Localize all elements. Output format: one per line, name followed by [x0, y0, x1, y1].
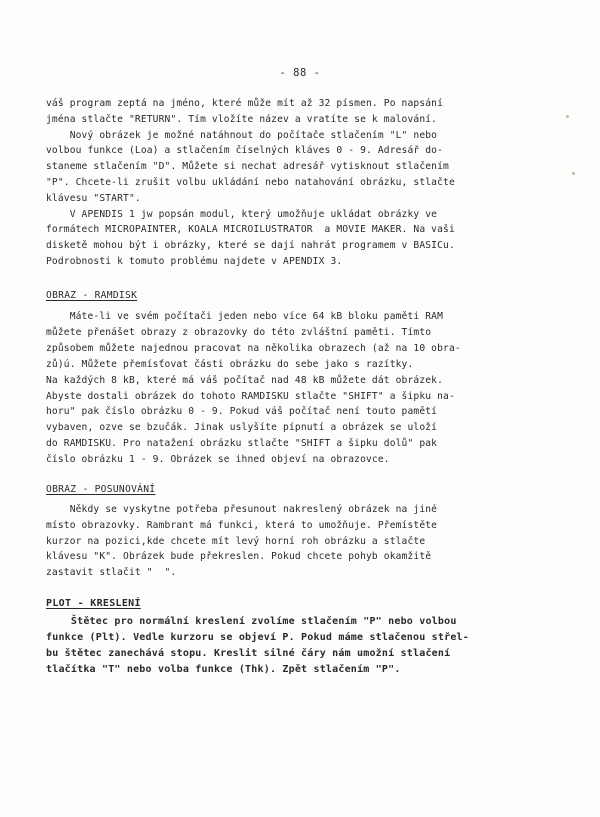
- text-line: můžete přenášet obrazy z obrazovky do této zvláštní paměti. Tímto: [46, 326, 432, 338]
- text-line: bu štětec zanechává stopu. Kreslit silné čáry nám umožní stlačení: [46, 647, 451, 659]
- text-line: vybaven, ozve se bzučák. Jinak uslyšíte pípnutí a obrázek se uloží: [46, 422, 438, 434]
- text-line: zů)ú. Můžete přemísťovat části obrázku do sebe jako s razítky.: [46, 358, 414, 370]
- text-line: staneme stlačením "D". Můžete si nechat adresář vytisknout stlačením: [46, 161, 449, 173]
- text-line: kurzor na pozici,kde chcete mít levý horní roh obrázku a stlačte: [46, 535, 426, 547]
- text-line: tlačítka "T" nebo volba funkce (Thk). Zpět stlačením "P".: [46, 663, 401, 675]
- page-number: - 88 -: [279, 67, 321, 79]
- text-line: horu" pak číslo obrázku 0 - 9. Pokud váš počítač není touto pamětí: [46, 406, 438, 418]
- text-line: Nový obrázek je možné natáhnout do počítače stlačením "L" nebo: [46, 129, 438, 141]
- text-line: způsobem můžete najednou pracovat na několika obrazech (až na 10 obra-: [46, 342, 461, 354]
- paper-speck: [572, 172, 575, 175]
- text-line: formátech MICROPAINTER, KOALA MICROILUSTRATOR a MOVIE MAKER. Na vaši: [46, 224, 455, 236]
- heading-obraz-posunovani: OBRAZ - POSUNOVÁNÍ: [46, 484, 156, 495]
- heading-obraz-ramdisk: OBRAZ - RAMDISK: [46, 290, 138, 301]
- text-line: funkce (Plt). Vedle kurzoru se objeví P. Pokud máme stlačenou střel-: [46, 631, 469, 643]
- text-line: disketě mohou být i obrázky, které se dají nahrát programem v BASICu.: [46, 240, 455, 252]
- text-line: Štětec pro normální kreslení zvolíme stlačením "P" nebo volbou: [46, 616, 457, 627]
- text-line: volbou funkce (Loa) a stlačením číselných kláves 0 - 9. Adresář do-: [46, 145, 444, 157]
- text-line: Na každých 8 kB, které má váš počítač nad 48 kB můžete dát obrázek.: [46, 374, 444, 386]
- text-line: "P". Chcete-li zrušit volbu ukládání nebo natahování obrázku, stlačte: [46, 177, 455, 188]
- text-line: Podrobnosti k tomuto problému najdete v APENDIX 3.: [46, 256, 343, 267]
- text-line: klávesu "K". Obrázek bude překreslen. Pokud chcete pohyb okamžitě: [46, 551, 432, 563]
- paper-speck: [566, 115, 569, 118]
- text-line: do RAMDISKU. Pro natažení obrázku stlačte "SHIFT a šipku dolů" pak: [46, 438, 438, 450]
- text-line: Máte-li ve svém počítači jeden nebo více 64 kB bloku paměti RAM: [46, 311, 444, 322]
- text-line: zastavit stlačit " ".: [46, 567, 177, 579]
- text-line: váš program zeptá na jméno, které může mít až 32 písmen. Po napsání: [46, 98, 444, 109]
- heading-plot-kresleni: PLOT - KRESLENÍ: [46, 598, 141, 609]
- text-line: klávesu "START".: [46, 192, 141, 204]
- text-line: V APENDIS 1 jw popsán modul, který umožňuje ukládat obrázky ve: [46, 208, 438, 220]
- text-line: číslo obrázku 1 - 9. Obrázek se ihned objeví na obrazovce.: [46, 454, 390, 466]
- text-line: místo obrazovky. Rambrant má funkci, která to umožňuje. Přemístěte: [46, 519, 438, 531]
- text-line: jména stlačte "RETURN". Tím vložíte název a vratíte se k malování.: [46, 113, 438, 125]
- text-line: Abyste dostali obrázek do tohoto RAMDISKU stlačte "SHIFT" a šipku na-: [46, 390, 455, 402]
- text-line: Někdy se vyskytne potřeba přesunout nakreslený obrázek na jiné: [46, 504, 438, 515]
